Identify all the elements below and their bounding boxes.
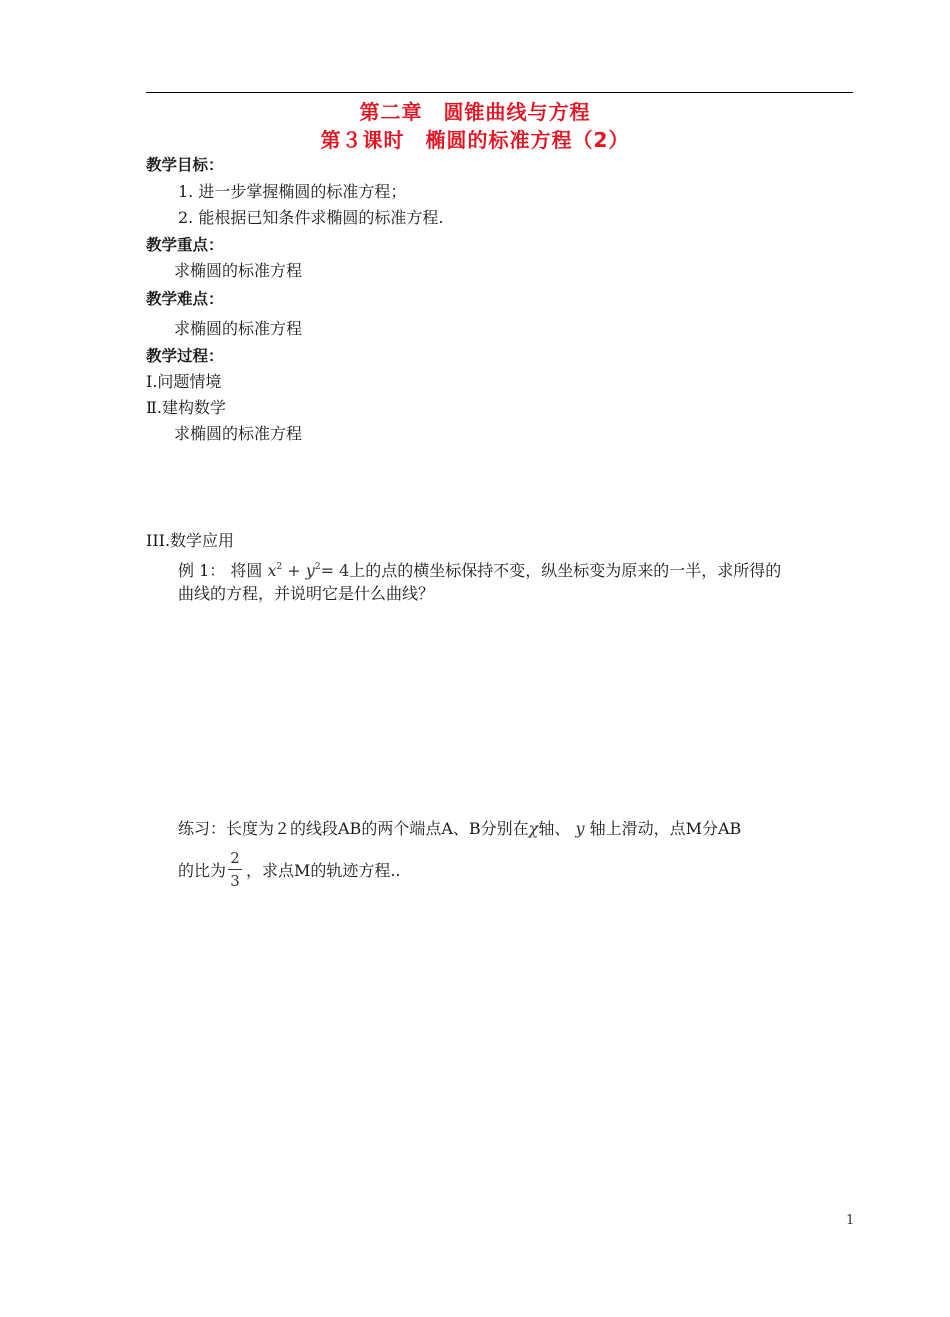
difficulty-text: 求椭圆的标准方程 (174, 319, 303, 338)
section-construct-text: 求椭圆的标准方程 (174, 424, 303, 443)
example-1-line-2: 曲线的方程，并说明它是什么曲线？ (178, 584, 435, 603)
chapter-title: 第二章 圆锥曲线与方程 (359, 100, 591, 124)
section-construct-math: Ⅱ.建构数学 (146, 398, 226, 417)
section-math-application: III.数学应用 (146, 531, 235, 550)
key-point-text: 求椭圆的标准方程 (174, 261, 303, 280)
circle-equation: $x^2 + y^2$ (267, 561, 321, 580)
fraction-denominator: 3 (230, 872, 240, 890)
example-1-text: 上的点的横坐标保持不变，纵坐标变为原来的一半，求所得的 (349, 561, 782, 580)
objective-item-2: 2. 能根据已知条件求椭圆的标准方程. (178, 208, 444, 227)
example-1-line-1: 例 1： 将圆 $x^2 + y^2= 4$上的点的横坐标保持不变，纵坐标变为原来的一半，求所得的 (178, 561, 782, 580)
key-point-heading: 教学重点： (146, 236, 224, 254)
fraction-numerator: 2 (230, 849, 240, 867)
x-axis-symbol: χ (528, 819, 539, 838)
process-heading: 教学过程： (146, 347, 224, 365)
header-rule (146, 92, 853, 93)
ratio-fraction (227, 848, 243, 891)
exercise-ratio-label: 的比为 (178, 861, 227, 880)
difficulty-heading: 教学难点： (146, 290, 224, 308)
page-number: 1 (846, 1213, 855, 1228)
exercise-line-2: ，求点M的轨迹方程.. (246, 861, 401, 880)
y-axis-symbol: y (575, 819, 585, 838)
lesson-title: 第３课时 椭圆的标准方程（2） (320, 128, 630, 152)
objectives-heading: 教学目标： (146, 156, 224, 174)
objective-item-1: 1. 进一步掌握椭圆的标准方程； (178, 182, 407, 201)
exercise-line-1: 练习：长度为２的线段AB的两个端点A、B分别在χ轴、 y 轴上滑动，点M分AB (178, 819, 742, 838)
example-1-label: 例 1： 将圆 (178, 561, 263, 580)
section-problem-situation: Ⅰ.问题情境 (146, 372, 222, 391)
